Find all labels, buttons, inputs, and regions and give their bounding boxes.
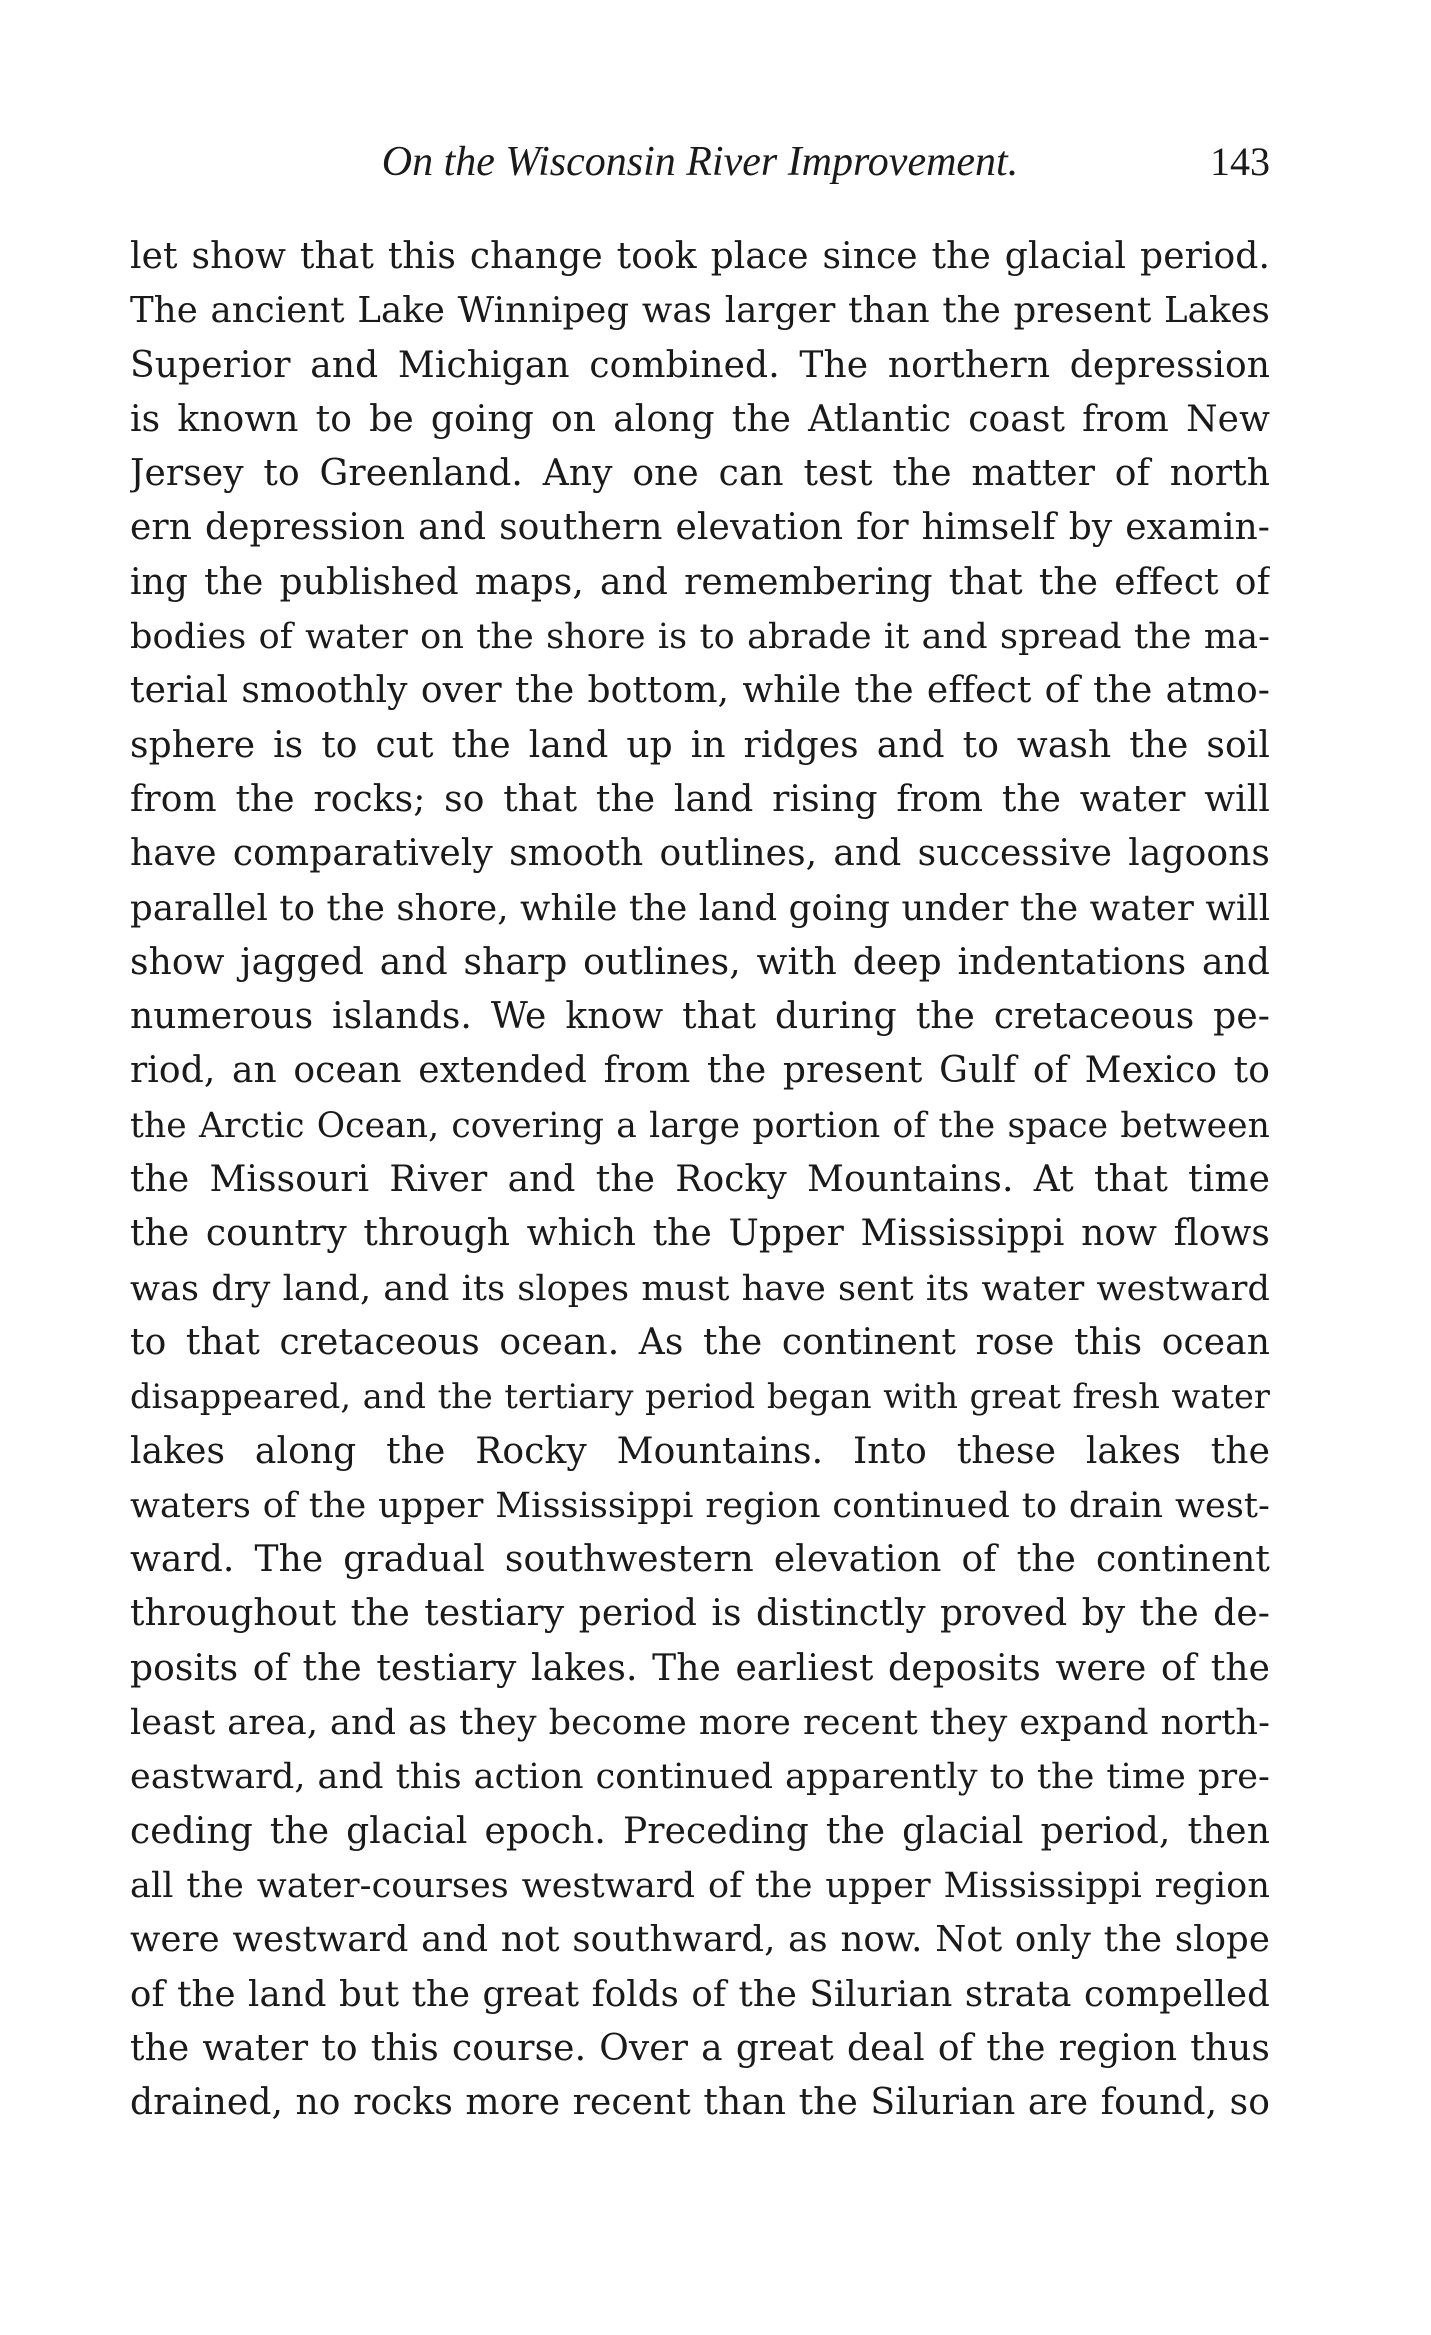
text-line: have comparatively smooth outlines, and successive lagoons <box>130 833 1270 875</box>
text-line: lakes along the Rocky Mountains. Into these lakes the <box>130 1430 1270 1472</box>
text-line: disappeared, and the tertiary period began with great fresh water <box>130 1377 1270 1417</box>
text-line: were westward and not southward, as now. Not only the slope <box>130 1919 1270 1961</box>
text-line: show jagged and sharp outlines, with deep indentations and <box>130 941 1270 983</box>
text-line: Jersey to Greenland. Any one can test the matter of north <box>130 453 1270 495</box>
text-line: parallel to the shore, while the land going under the water will <box>130 887 1270 929</box>
text-line: eastward, and this action continued apparently to the time pre- <box>130 1757 1270 1798</box>
body-text <box>130 230 1270 2130</box>
running-title: On the Wisconsin River Improvement. <box>381 139 1019 185</box>
text-line: sphere is to cut the land up in ridges and to wash the soil <box>130 724 1270 766</box>
text-line: ern depression and southern elevation for himself by examin- <box>130 507 1270 549</box>
text-line: waters of the upper Mississippi region continued to drain west- <box>130 1485 1270 1526</box>
text-line: numerous islands. We know that during the cretaceous pe- <box>130 996 1270 1038</box>
text-line: Superior and Michigan combined. The northern depression <box>130 344 1270 386</box>
text-line: from the rocks; so that the land rising from the water will <box>130 778 1270 820</box>
text-line: the Arctic Ocean, covering a large portion of the space between <box>130 1105 1270 1146</box>
text-line: the Missouri River and the Rocky Mountains. At that time <box>130 1159 1270 1201</box>
text-line: bodies of water on the shore is to abrade it and spread the ma- <box>130 617 1270 658</box>
text-line: riod, an ocean extended from the present Gulf of Mexico to <box>130 1050 1270 1092</box>
text-line: ward. The gradual southwestern elevation of the continent <box>130 1539 1270 1581</box>
text-line: drained, no rocks more recent than the Silurian are found, so <box>130 2082 1270 2124</box>
text-line: the country through which the Upper Mississippi now flows <box>130 1213 1270 1255</box>
text-line: the water to this course. Over a great deal of the region thus <box>130 2027 1270 2069</box>
text-line: all the water-courses westward of the upper Mississippi region <box>130 1865 1270 1906</box>
text-line: ing the published maps, and remembering that the effect of <box>130 561 1270 603</box>
text-line: throughout the testiary period is distinctly proved by the de- <box>130 1593 1270 1635</box>
text-line: posits of the testiary lakes. The earliest deposits were of the <box>130 1647 1270 1689</box>
text-line: to that cretaceous ocean. As the continent rose this ocean <box>130 1321 1270 1363</box>
text-line: was dry land, and its slopes must have sent its water westward <box>130 1268 1270 1309</box>
text-line: The ancient Lake Winnipeg was larger than the present Lakes <box>130 290 1270 332</box>
page-number: 143 <box>1210 139 1270 184</box>
text-line: least area, and as they become more recent they expand north- <box>130 1703 1270 1744</box>
text-line: let show that this change took place since the glacial period. <box>130 236 1270 277</box>
text-line: is known to be going on along the Atlantic coast from New <box>130 398 1270 440</box>
text-line: of the land but the great folds of the Silurian strata compelled <box>130 1973 1270 2015</box>
text-line: terial smoothly over the bottom, while the effect of the atmo- <box>130 670 1270 712</box>
running-head <box>130 132 1270 192</box>
text-line: ceding the glacial epoch. Preceding the glacial period, then <box>130 1810 1270 1852</box>
